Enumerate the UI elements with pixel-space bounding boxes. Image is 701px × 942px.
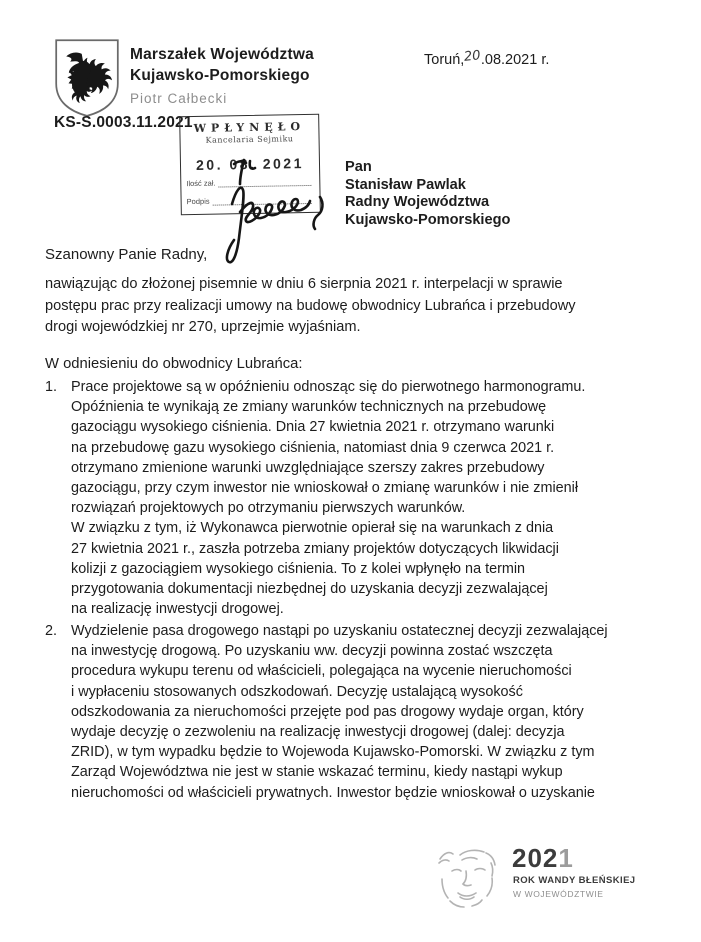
text-line: otrzymano zmienione warunki uwzględniające szerszy zakres przebudowy — [71, 459, 545, 476]
footer-caption-line2: W WOJEWÓDZTWIE — [513, 889, 604, 899]
stamp-date: 20. 08. 2021 — [195, 155, 305, 173]
place-and-date — [424, 48, 550, 68]
text-line: kolizji z gazociągiem wysokiego ciśnienia. To z kolei wpłynęło na termin — [71, 560, 526, 577]
dotted-line — [218, 177, 311, 188]
org-name-line2: Kujawsko-Pomorskiego — [130, 67, 310, 84]
text-line: gazociągu, przy czym inwestor nie wnioskował o zmianę warunków i nie zmienił — [71, 480, 579, 497]
text-line: 27 kwietnia 2021 r., zaszła potrzeba zmiany projektów dotyczących likwidacji — [71, 540, 559, 557]
dotted-line — [212, 195, 311, 206]
text-line: nawiązując do złożonej pisemnie w dniu 6 sierpnia 2021 r. interpelacji w sprawie — [45, 276, 563, 292]
text-line: W związku z tym, iż Wykonawca pierwotnie opierał się na warunkach z dnia — [71, 520, 554, 537]
attachments-label: Ilość zał. — [186, 178, 216, 189]
text-line: rozwiązań projektowych po otrzymaniu pierwszych warunków. — [71, 500, 466, 517]
text-line: Zarząd Województwa nie jest w stanie wskazać terminu, kiedy nastąpi wykup — [71, 764, 563, 781]
text-line: na realizację inwestycji drogowej. — [71, 601, 284, 618]
coat-of-arms-icon — [52, 38, 122, 118]
city-label: Toruń, — [424, 52, 465, 68]
org-name-line1: Marszałek Województwa — [130, 46, 314, 63]
text-line: na przebudowę gazu wysokiego ciśnienia, natomiast dnia 9 czerwca 2021 r. — [71, 439, 555, 456]
recipient-title: Pan — [345, 159, 372, 175]
text-line: ZRID), w tym wypadku będzie to Wojewoda Kujawsko-Pomorski. W związku z tym — [71, 744, 595, 761]
stamp-subtitle: Kancelaria Sejmiku — [205, 134, 294, 145]
marshal-name: Piotr Całbecki — [130, 91, 228, 106]
text-line: przygotowania dokumentacji niezbędnej do uzyskania decyzji zezwalającej — [71, 581, 548, 598]
text-line: nieruchomości od właścicieli prywatnych. Inwestor będzie wnioskował o uzyskanie — [71, 784, 595, 801]
received-stamp — [179, 114, 321, 215]
text-line: Prace projektowe są w opóźnieniu odnosząc się do pierwotnego harmonogramu. — [71, 379, 586, 395]
text-line: drogi wojewódzkiej nr 270, uprzejmie wyjaśniam. — [45, 319, 361, 336]
list-item-1 — [71, 377, 585, 619]
stamp-attachments-row — [186, 177, 311, 188]
recipient-role-line2: Kujawsko-Pomorskiego — [345, 211, 511, 228]
footer-caption-line1: ROK WANDY BŁEŃSKIEJ — [513, 875, 636, 886]
recipient-role-line1: Radny Województwa — [345, 194, 490, 211]
date-rest: .08.2021 r. — [480, 52, 550, 68]
recipient-block — [345, 159, 510, 229]
year-bold-part: 202 — [512, 843, 559, 873]
text-line: wydaje decyzję o zezwoleniu na realizację inwestycji drogowej (dalej: decyzja — [71, 724, 565, 741]
letterhead — [130, 44, 314, 106]
signature-label: Podpis — [186, 196, 210, 207]
recipient-name: Stanisław Pawlak — [345, 176, 466, 193]
text-line: odszkodowania za nieruchomości przejęte pod pas drogowy wydaje organ, który — [71, 703, 584, 720]
wanda-blenska-portrait-sketch-icon — [430, 845, 508, 909]
text-line: procedura wykupu terenu od właścicieli, polegająca na wycenie nieruchomości — [71, 663, 572, 680]
text-line: na inwestycję drogową. Po uzyskaniu ww. decyzji powinna zostać wszczęta — [71, 643, 553, 660]
stamp-signature-row — [187, 195, 312, 206]
intro-paragraph — [45, 274, 576, 339]
stamp-title: WPŁYNĘŁO — [193, 120, 306, 135]
text-line: i wypłaceniu stosowanych odszkodowań. Decyzję ustalającą wysokość — [71, 683, 523, 700]
list-number-1: 1. — [45, 379, 58, 395]
list-item-2 — [71, 621, 608, 803]
text-line: postępu prac przy realizacji umowy na budowę obwodnicy Lubrańca i przebudowy — [45, 297, 576, 314]
salutation: Szanowny Panie Radny, — [45, 246, 208, 263]
reference-number: KS-S.0003.11.2021 — [54, 114, 193, 131]
year-light-part: 1 — [558, 843, 574, 873]
handwritten-day: 20 — [463, 48, 482, 65]
footer-year — [512, 843, 574, 874]
text-line: gazociągu wysokiego ciśnienia. Dnia 27 kwietnia 2021 r. otrzymano warunki — [71, 419, 555, 436]
text-line: Wydzielenie pasa drogowego nastąpi po uzyskaniu ostatecznej decyzji zezwalającej — [71, 623, 608, 639]
section-heading: W odniesieniu do obwodnicy Lubrańca: — [45, 356, 303, 372]
text-line: Opóźnienia te wynikają ze zmiany warunków technicznych na przebudowę — [71, 399, 547, 416]
list-number-2: 2. — [45, 623, 58, 639]
